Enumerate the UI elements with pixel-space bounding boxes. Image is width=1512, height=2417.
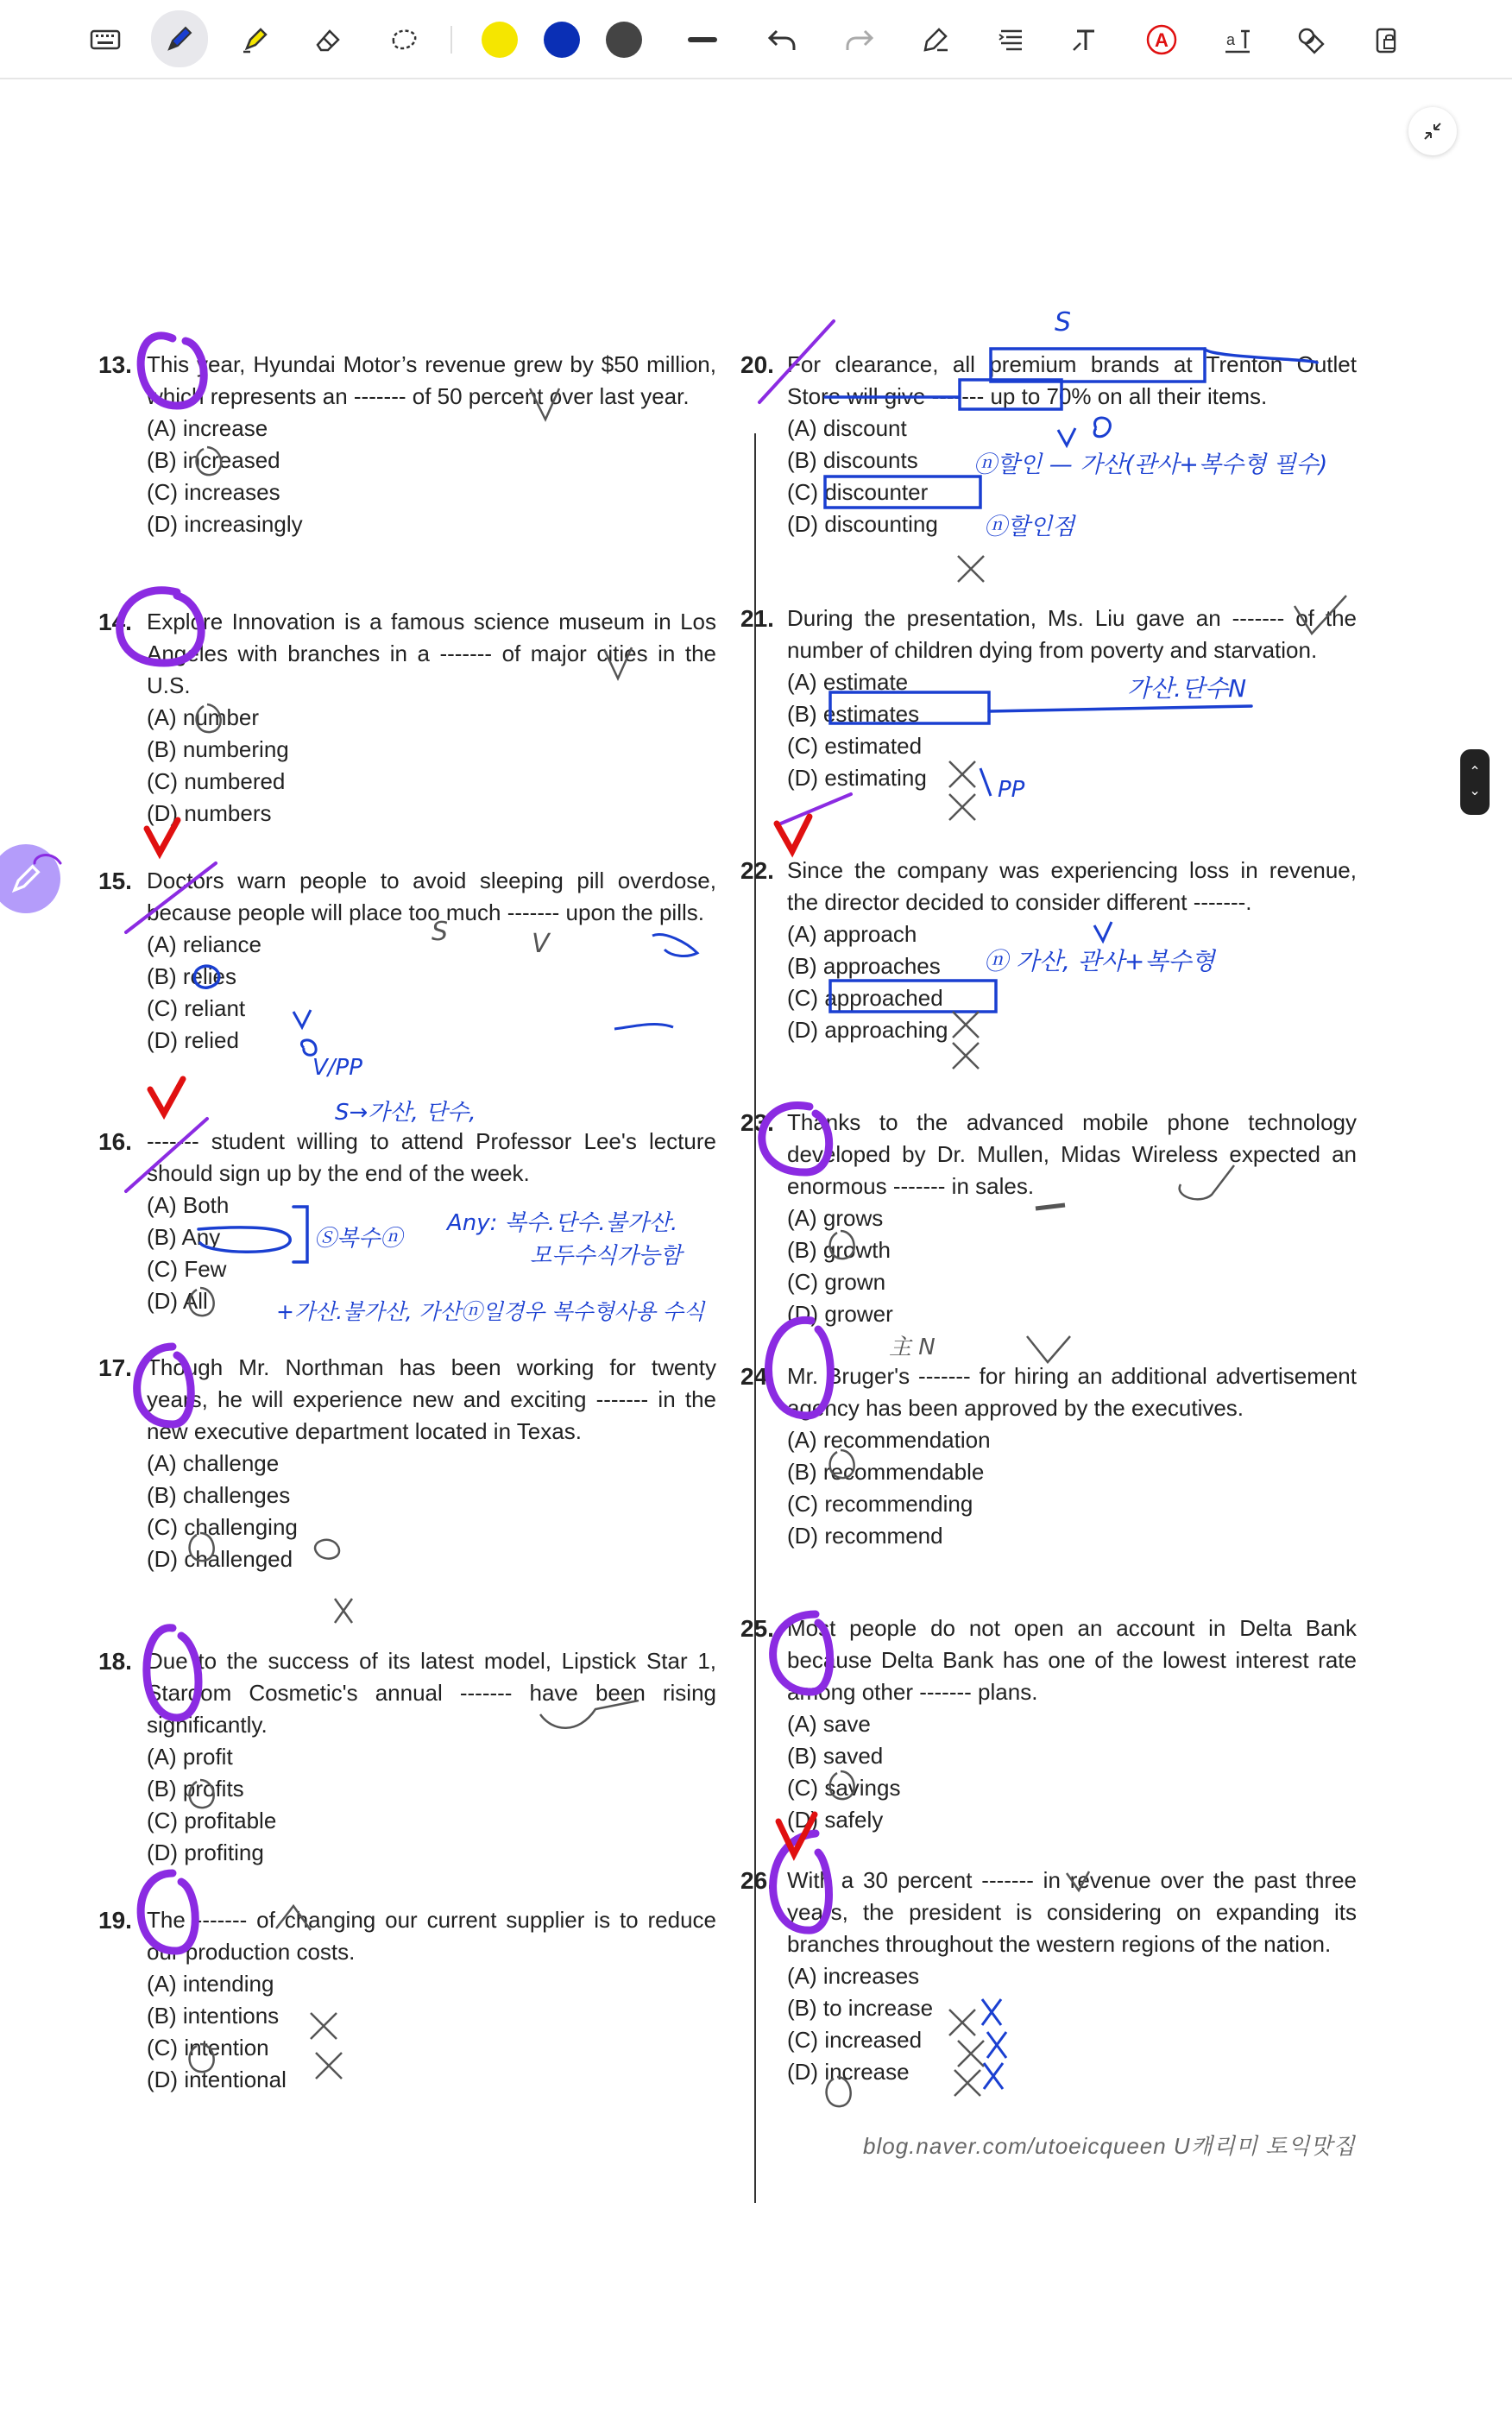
option-d[interactable]: (D) intentional <box>147 2067 287 2092</box>
note-q16-1: S→가산, 단수, <box>335 1100 476 1126</box>
text-color-icon[interactable] <box>1141 19 1182 60</box>
option-d[interactable]: (D) challenged <box>147 1546 293 1572</box>
note-q15-s: S <box>432 917 449 947</box>
question-number: 14. <box>98 609 132 635</box>
text-size-icon[interactable] <box>1217 19 1258 60</box>
question-stem: Explore Innovation is a famous science museum in Los Angeles with branches in a ------- of major cities in the U.S. <box>147 609 716 698</box>
option-d[interactable]: (D) discounting <box>787 511 938 537</box>
question-stem: Thanks to the advanced mobile phone technology developed by Dr. Mullen, Midas Wireless expected an enormous ------- in sales. <box>787 1109 1357 1199</box>
note-q24: 主 N <box>889 1335 936 1360</box>
option-b[interactable]: (B) profits <box>147 1776 244 1802</box>
option-a[interactable]: (A) intending <box>147 1971 274 1997</box>
question-stem: This year, Hyundai Motor’s revenue grew by $50 million, which represents an ------- of 50 percent over last year. <box>147 351 716 409</box>
option-b[interactable]: (B) increased <box>147 447 280 473</box>
keyboard-icon[interactable] <box>85 19 126 60</box>
note-q15-v: V <box>532 929 550 959</box>
option-a[interactable]: (A) challenge <box>147 1450 280 1476</box>
option-a[interactable]: (A) increases <box>787 1963 920 1989</box>
question-14 <box>98 606 716 830</box>
option-a[interactable]: (A) estimate <box>787 669 909 695</box>
option-b[interactable]: (B) discounts <box>787 447 918 473</box>
option-d[interactable]: (D) profiting <box>147 1840 264 1865</box>
color-blue-swatch[interactable] <box>544 22 580 58</box>
question-number: 22. <box>740 857 774 884</box>
question-21 <box>740 603 1357 794</box>
question-stem: For clearance, all premium brands at Trenton Outlet Store will give ------- up to 70% on all their items. <box>787 351 1357 409</box>
option-a[interactable]: (A) number <box>147 704 260 730</box>
option-b[interactable]: (B) Any <box>147 1224 221 1250</box>
question-stem: The ------- of changing our current supplier is to reduce our production costs. <box>147 1907 716 1965</box>
color-yellow-swatch[interactable] <box>482 22 518 58</box>
note-q20-c: ⓝ할인점 <box>984 514 1075 540</box>
question-number: 13. <box>98 351 132 378</box>
question-stem: Most people do not open an account in Delta Bank because Delta Bank has one of the lowest interest rate among other ------- plans. <box>787 1615 1357 1705</box>
question-number: 20. <box>740 351 774 378</box>
eraser-icon[interactable] <box>307 19 349 60</box>
option-b[interactable]: (B) growth <box>787 1237 891 1263</box>
question-stem: During the presentation, Ms. Liu gave an ------- of the number of children dying from poverty and starvation. <box>787 605 1357 663</box>
note-q21-pp: PP <box>998 777 1025 803</box>
option-c[interactable]: (C) savings <box>787 1775 901 1801</box>
note-q22: ⓝ 가산, 관사+복수형 <box>984 947 1215 975</box>
option-a[interactable]: (A) profit <box>147 1744 233 1770</box>
question-number: 18. <box>98 1648 132 1675</box>
option-a[interactable]: (A) approach <box>787 921 917 947</box>
option-a[interactable]: (A) grows <box>787 1205 884 1231</box>
option-c[interactable]: (C) increases <box>147 479 280 505</box>
option-c[interactable]: (C) profitable <box>147 1808 277 1833</box>
option-b[interactable]: (B) numbering <box>147 736 289 762</box>
option-d[interactable]: (D) increase <box>787 2059 910 2085</box>
question-number: 24. <box>740 1363 774 1390</box>
option-d[interactable]: (D) relied <box>147 1027 239 1053</box>
scroll-up-icon[interactable]: ⌃ <box>1469 765 1481 779</box>
option-a[interactable]: (A) reliance <box>147 931 261 957</box>
question-number: 25. <box>740 1615 774 1642</box>
option-b[interactable]: (B) to increase <box>787 1995 934 2021</box>
question-number: 17. <box>98 1354 132 1381</box>
redo-icon[interactable] <box>839 19 880 60</box>
option-d[interactable]: (D) increasingly <box>147 511 303 537</box>
option-d[interactable]: (D) estimating <box>787 765 927 791</box>
option-b[interactable]: (B) approaches <box>787 953 941 979</box>
question-stem: With a 30 percent ------- in revenue over the past three years, the president is considering on expanding its branches throughout the western regions of the nation. <box>787 1867 1357 1957</box>
scroll-down-icon[interactable]: ⌄ <box>1469 784 1481 798</box>
option-b[interactable]: (B) relies <box>147 963 237 989</box>
note-q20-s: S <box>1055 307 1072 338</box>
question-stem: Due to the success of its latest model, Lipstick Star 1, Stardom Cosmetic's annual ------- have been rising significantly. <box>147 1648 716 1738</box>
question-13 <box>98 349 716 540</box>
option-c[interactable]: (C) grown <box>787 1269 886 1295</box>
question-stem: Though Mr. Northman has been working for twenty years, he will experience new and exciting ------- in the new executive department located in Texas. <box>147 1354 716 1444</box>
option-a[interactable]: (A) Both <box>147 1192 230 1218</box>
option-a[interactable]: (A) discount <box>787 415 907 441</box>
option-d[interactable]: (D) numbers <box>147 800 272 826</box>
question-number: 16. <box>98 1128 132 1155</box>
question-number: 26. <box>740 1867 774 1894</box>
question-24 <box>740 1360 1357 1552</box>
note-q16-any: Ⓢ복수ⓝ <box>314 1226 403 1252</box>
lasso-icon[interactable] <box>383 19 425 60</box>
note-q16-all: +가산.불가산, 가산ⓝ일경우 복수형사용 수식 <box>276 1299 705 1324</box>
column-divider <box>754 433 756 2203</box>
question-23 <box>740 1107 1357 1330</box>
question-number: 19. <box>98 1907 132 1934</box>
question-number: 15. <box>98 868 132 894</box>
blog-watermark: blog.naver.com/utoeicqueen U캐리미 토익맛집 <box>863 2133 1356 2159</box>
stroke-width-icon[interactable] <box>682 19 723 60</box>
option-c[interactable]: (C) numbered <box>147 768 286 794</box>
option-a[interactable]: (A) save <box>787 1711 871 1737</box>
option-a[interactable]: (A) recommendation <box>787 1427 991 1453</box>
question-stem: ------- student willing to attend Professor Lee's lecture should sign up by the end of the week. <box>147 1128 716 1186</box>
toolbar-divider <box>450 26 452 54</box>
question-19 <box>98 1904 716 2096</box>
option-c[interactable]: (C) recommending <box>787 1491 973 1517</box>
question-17 <box>98 1352 716 1575</box>
option-b[interactable]: (B) intentions <box>147 2003 280 2029</box>
undo-icon[interactable] <box>761 19 803 60</box>
option-c[interactable]: (C) increased <box>787 2027 923 2053</box>
color-gray-swatch[interactable] <box>606 22 642 58</box>
question-stem: Mr. Bruger's ------- for hiring an additional advertisement agency has been approved by the executives. <box>787 1363 1357 1421</box>
option-c[interactable]: (C) challenging <box>147 1514 298 1540</box>
option-d[interactable]: (D) All <box>147 1288 208 1314</box>
question-25 <box>740 1612 1357 1836</box>
note-q16-3: 모두수식가능함 <box>530 1243 682 1269</box>
option-c[interactable]: (C) discounter <box>787 479 929 505</box>
shapes-icon[interactable] <box>1289 19 1331 60</box>
question-number: 23. <box>740 1109 774 1136</box>
svg-text:a: a <box>1225 31 1236 48</box>
option-a[interactable]: (A) increase <box>147 415 268 441</box>
note-q21: 가산.단수N <box>1127 674 1247 703</box>
question-stem: Since the company was experiencing loss in revenue, the director decided to consider different -------. <box>787 857 1357 915</box>
option-d[interactable]: (D) grower <box>787 1301 893 1327</box>
note-q16-2: Any: 복수.단수.불가산. <box>447 1210 678 1236</box>
option-d[interactable]: (D) recommend <box>787 1523 943 1549</box>
question-number: 21. <box>740 605 774 632</box>
note-q20-a: ⓝ할인 — 가산(관사+복수형 필수) <box>973 451 1328 478</box>
option-c[interactable]: (C) intention <box>147 2035 269 2060</box>
option-c[interactable]: (C) reliant <box>147 995 246 1021</box>
option-b[interactable]: (B) saved <box>787 1743 884 1769</box>
svg-text:A: A <box>1155 29 1169 51</box>
question-18 <box>98 1645 716 1869</box>
option-c[interactable]: (C) estimated <box>787 733 923 759</box>
lock-icon[interactable] <box>1365 19 1407 60</box>
text-tool-icon[interactable] <box>1065 19 1106 60</box>
shape-icon[interactable] <box>915 19 956 60</box>
highlighter-icon[interactable] <box>235 19 276 60</box>
option-c[interactable]: (C) approached <box>787 985 943 1011</box>
question-stem: Doctors warn people to avoid sleeping pill overdose, because people will place too much ------- upon the pills. <box>147 868 716 925</box>
option-d[interactable]: (D) approaching <box>787 1017 948 1043</box>
question-15 <box>98 865 716 1057</box>
note-q15-vpp: V/PP <box>312 1055 362 1081</box>
option-b[interactable]: (B) recommendable <box>787 1459 985 1485</box>
option-b[interactable]: (B) challenges <box>147 1482 291 1508</box>
option-d[interactable]: (D) safely <box>787 1807 884 1833</box>
option-b[interactable]: (B) estimates <box>787 701 920 727</box>
text-align-icon[interactable] <box>991 19 1032 60</box>
question-26 <box>740 1865 1357 2088</box>
option-c[interactable]: (C) Few <box>147 1256 227 1282</box>
pen-icon[interactable] <box>151 10 208 67</box>
toolbar <box>0 0 1512 79</box>
